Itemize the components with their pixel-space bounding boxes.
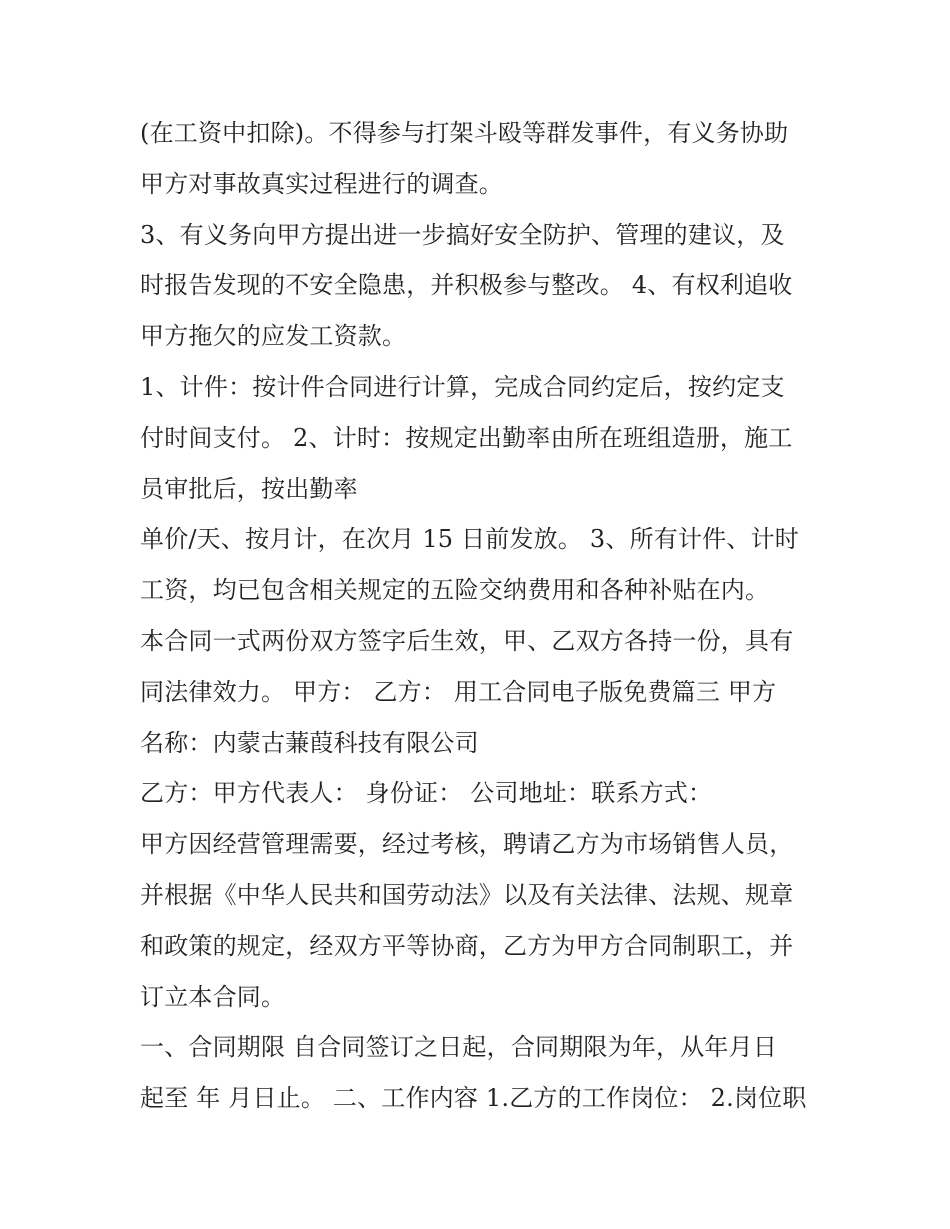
text-line: 一、合同期限 自合同签订之日起，合同期限为年，从年月日 [140, 1033, 778, 1062]
text-line: 甲方因经营管理需要，经过考核，聘请乙方为市场销售人员， [140, 830, 794, 859]
text-line: 1、计件：按计件合同进行计算，完成合同约定后，按约定支 [140, 372, 785, 401]
text-line: 订立本合同。 [140, 982, 286, 1011]
document-body [140, 108, 820, 1124]
text-line: 单价/天、按月计，在次月 15 日前发放。 3、所有计件、计时 [140, 525, 799, 554]
text-line: 本合同一式两份双方签字后生效，甲、乙双方各持一份，具有 [140, 626, 794, 655]
text-line: 甲方拖欠的应发工资款。 [140, 322, 407, 351]
text-line: 乙方：甲方代表人： 身份证： 公司地址：联系方式： [140, 779, 713, 808]
text-line: 起至 年 月日止。 二、工作内容 1.乙方的工作岗位： 2.岗位职 [140, 1084, 807, 1113]
text-line: 和政策的规定，经双方平等协商，乙方为甲方合同制职工，并 [140, 931, 794, 960]
text-line: 同法律效力。 甲方： 乙方： 用工合同电子版免费篇三 甲方 [140, 677, 777, 706]
text-line: (在工资中扣除)。不得参与打架斗殴等群发事件，有义务协助 [140, 119, 789, 147]
text-line: 付时间支付。 2、计时：按规定出勤率由所在班组造册，施工 [140, 423, 793, 452]
text-line: 工资，均已包含相关规定的五险交纳费用和各种补贴在内。 [140, 576, 770, 605]
text-line: 并根据《中华人民共和国劳动法》以及有关法律、法规、规章 [140, 880, 794, 909]
text-line: 时报告发现的不安全隐患，并积极参与整改。 4、有权利追收 [140, 271, 793, 300]
text-line: 3、有义务向甲方提出进一步搞好安全防护、管理的建议，及 [140, 220, 785, 249]
text-line: 名称：内蒙古蒹葭科技有限公司 [140, 728, 479, 757]
text-line: 甲方对事故真实过程进行的调查。 [140, 169, 503, 198]
text-line: 员审批后，按出勤率 [140, 474, 358, 503]
